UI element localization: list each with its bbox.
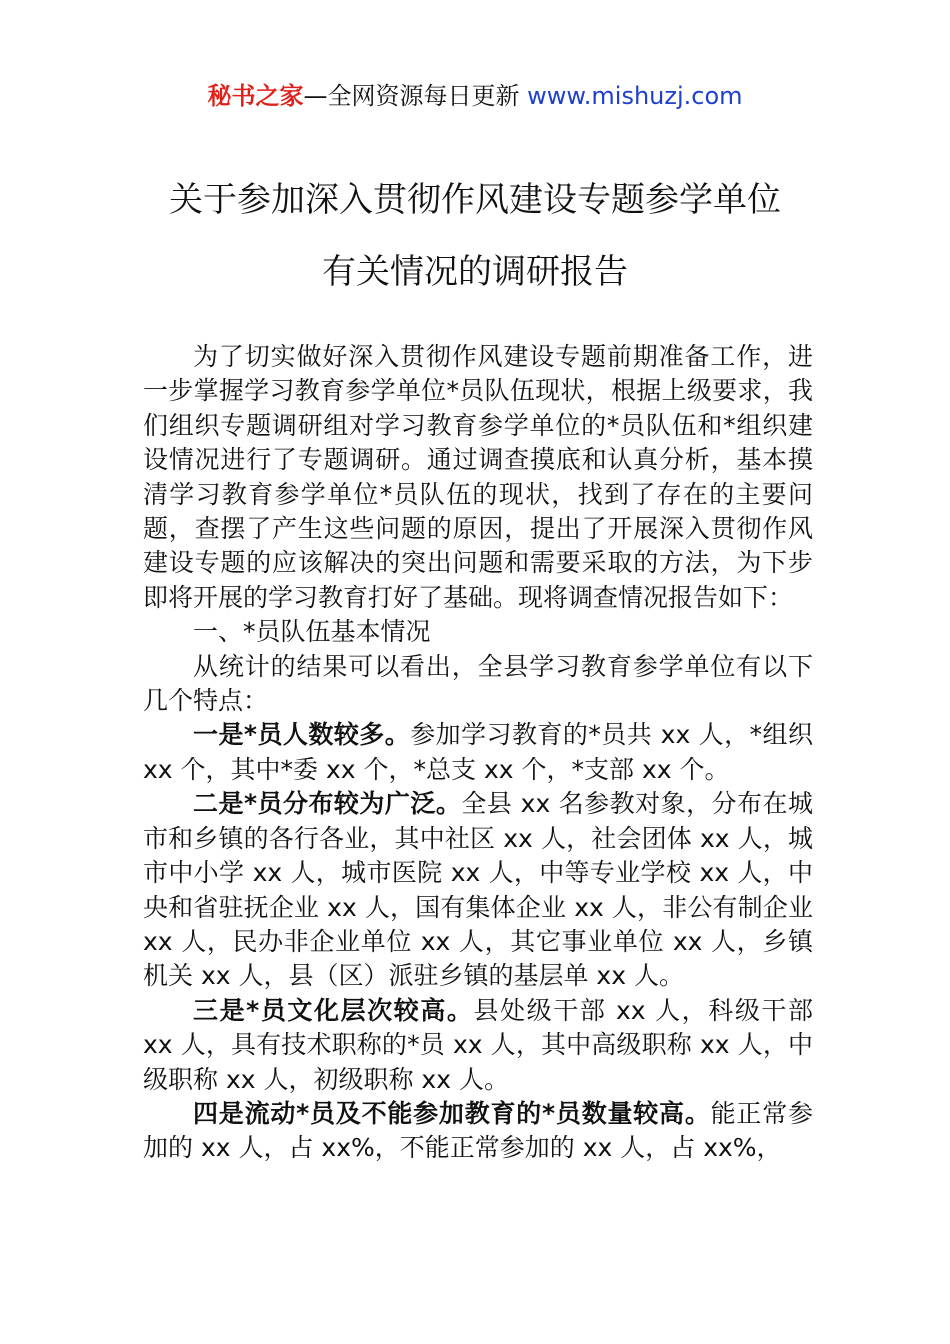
section-lead-paragraph: 从统计的结果可以看出，全县学习教育参学单位有以下几个特点： xyxy=(143,651,813,716)
point-lead: 三是*员文化层次较高。 xyxy=(193,995,474,1025)
point-lead: 四是流动*员及不能参加教育的*员数量较高。 xyxy=(193,1098,711,1128)
document-body xyxy=(143,340,813,1166)
point-text: 全县 xx 名参教对象，分布在城市和乡镇的各行各业，其中社区 xx 人，社会团体 xx 人，城市中小学 xx 人，城市医院 xx 人，中等专业学校 xx 人，中央和省驻抚企业 xx 人，国有集体企业 xx 人，非公有制企业 xx 人，民办非企业单位 xx 人，其它事业单位 xx 人，乡镇机关 xx 人，县（区）派驻乡镇的基层单 xx 人。 xyxy=(143,789,813,991)
point-text: 县处级干部 xx 人，科级干部 xx 人，具有技术职称的*员 xx 人，其中高级职称 xx 人，中级职称 xx 人，初级职称 xx 人。 xyxy=(143,995,813,1094)
point-paragraph xyxy=(143,787,813,993)
point-paragraph xyxy=(143,1097,813,1166)
point-text: 能正常参加的 xx 人，占 xx%，不能正常参加的 xx 人，占 xx%， xyxy=(143,1098,813,1163)
header-tagline: —全网资源每日更新 xyxy=(303,82,528,110)
site-header xyxy=(0,80,950,112)
site-url[interactable]: www.mishuzj.com xyxy=(527,82,743,110)
point-text: 参加学习教育的*员共 xx 人，*组织 xx 个，其中*委 xx 个，*总支 xx 个，*支部 xx 个。 xyxy=(143,720,813,784)
point-lead: 二是*员分布较为广泛。 xyxy=(193,789,462,819)
document-title-line-1: 关于参加深入贯彻作风建设专题参学单位 xyxy=(169,180,781,220)
intro-paragraph: 为了切实做好深入贯彻作风建设专题前期准备工作，进一步掌握学习教育参学单位*员队伍现状，根据上级要求，我们组织专题调研组对学习教育参学单位的*员队伍和*组织建设情况进行了专题调研。通过调查摸底和认真分析，基本摸清学习教育参学单位*员队伍的现状，找到了存在的主要问题，查摆了产生这些问题的原因，提出了开展深入贯彻作风建设专题的应该解决的突出问题和需要采取的方法，为下步即将开展的学习教育打好了基础。现将调查情况报告如下： xyxy=(143,342,813,612)
point-paragraph xyxy=(143,718,813,787)
point-paragraph xyxy=(143,994,813,1097)
brand-name: 秘书之家 xyxy=(207,82,304,110)
document-title-line-2: 有关情况的调研报告 xyxy=(322,252,628,292)
section-heading: 一、*员队伍基本情况 xyxy=(193,617,431,647)
point-lead: 一是*员人数较多。 xyxy=(193,720,411,750)
